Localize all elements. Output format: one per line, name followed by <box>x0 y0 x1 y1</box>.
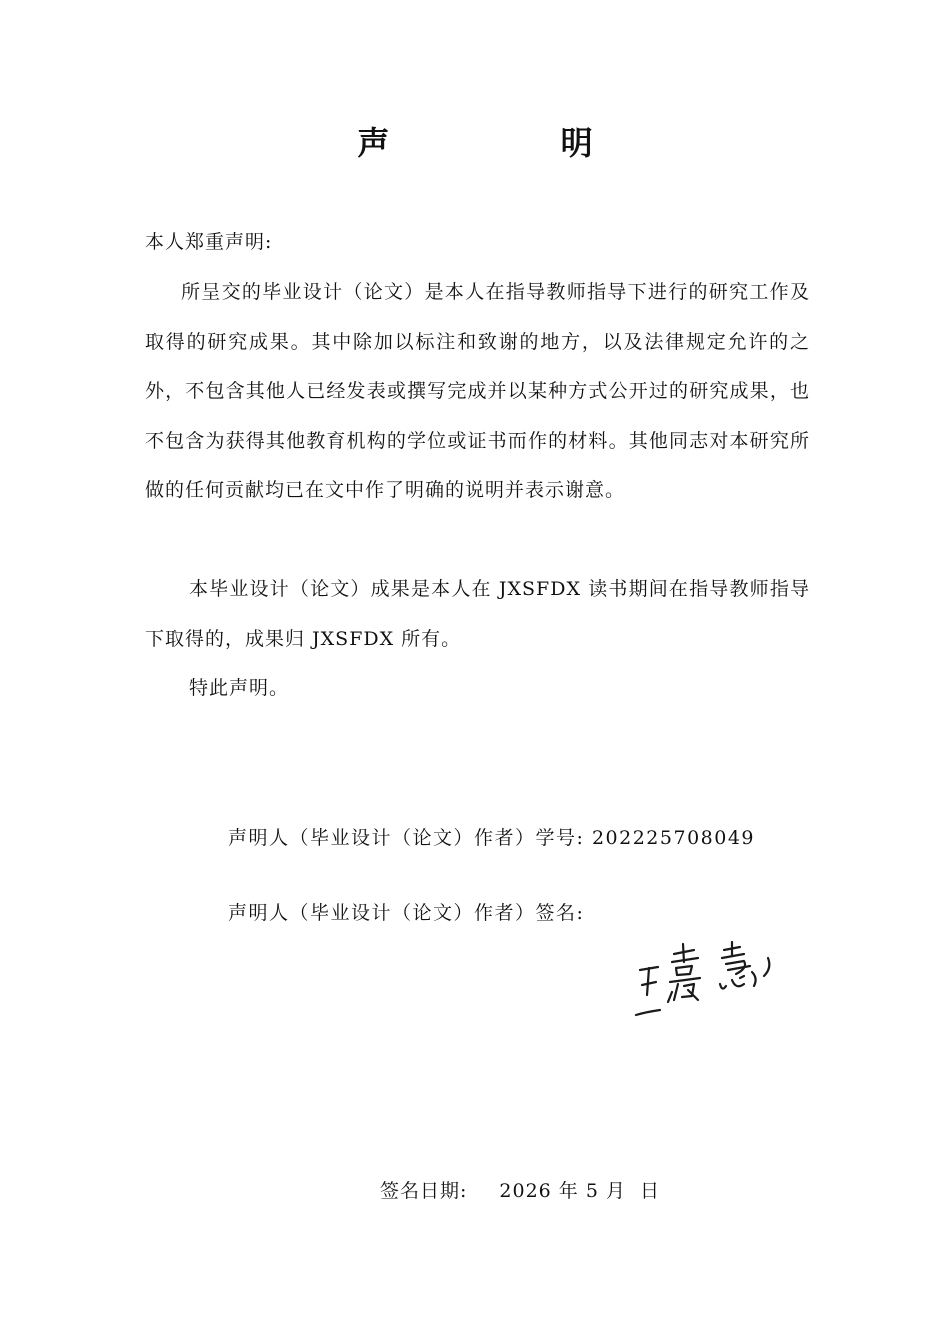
opening-line: 本人郑重声明: <box>145 231 273 253</box>
declarant-signature-label: 声明人（毕业设计（论文）作者）签名: <box>228 902 585 924</box>
date-year: 2026 年 <box>499 1180 579 1202</box>
signature-date-line <box>380 1176 660 1203</box>
paragraph-ownership: 本毕业设计（论文）成果是本人在 JXSFDX 读书期间在指导教师指导下取得的，成果归 JXSFDX 所有。 <box>145 578 810 650</box>
declarant-id-line <box>228 823 755 850</box>
date-day: 日 <box>640 1180 661 1202</box>
date-month: 5 月 <box>585 1180 626 1202</box>
page-title: 声 明 <box>357 124 673 162</box>
paragraph-closing: 特此声明。 <box>189 677 290 699</box>
paragraph-originality: 所呈交的毕业设计（论文）是本人在指导教师指导下进行的研究工作及取得的研究成果。其中除加以标注和致谢的地方，以及法律规定允许的之外，不包含其他人已经发表或撰写完成并以某种方式公开过的研究成果，也不包含为获得其他教育机构的学位或证书而作的材料。其他同志对本研究所做的任何贡献均已在文中作了明确的说明并表示谢意。 <box>145 281 810 501</box>
declarant-id-value: 202225708049 <box>591 827 756 849</box>
date-label: 签名日期: <box>380 1180 468 1202</box>
declarant-signature-line <box>228 898 584 925</box>
declarant-id-label: 声明人（毕业设计（论文）作者）学号: <box>228 827 585 849</box>
handwritten-signature <box>632 940 782 1025</box>
